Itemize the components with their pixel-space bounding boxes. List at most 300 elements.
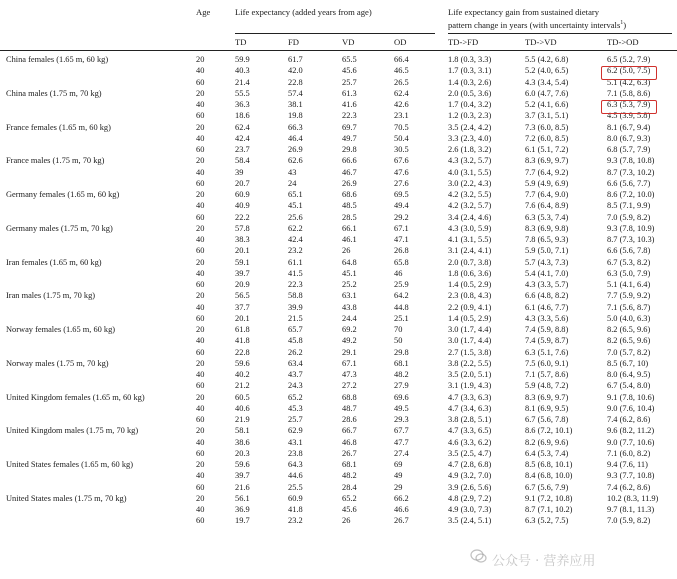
cell-td-od: 9.0 (7.6, 10.4) — [607, 403, 655, 413]
cell-vd: 45.6 — [342, 66, 357, 76]
cell-fd: 58.8 — [288, 291, 303, 301]
cell-vd: 65.2 — [342, 493, 357, 503]
cell-fd: 25.7 — [288, 415, 303, 424]
cell-od: 70 — [394, 325, 403, 334]
cell-od: 29.8 — [394, 347, 409, 357]
cell-fd: 45.1 — [288, 201, 303, 211]
cell-fd: 46.4 — [288, 133, 303, 143]
cell-vd: 64.8 — [342, 257, 357, 267]
cell-td-fd: 4.7 (3.4, 6.3) — [448, 403, 492, 413]
cell-age: 20 — [196, 392, 205, 402]
table-row — [0, 324, 677, 335]
cell-td-od: 9.3 (7.7, 10.8) — [607, 471, 655, 481]
highlight-box — [601, 66, 657, 80]
cell-vd: 29.1 — [342, 347, 357, 357]
cell-td-od: 8.5 (6.7, 10) — [607, 358, 649, 368]
cell-td: 56.1 — [235, 493, 250, 503]
cell-td-vd: 8.4 (6.8, 10.0) — [525, 471, 573, 481]
cell-td: 56.5 — [235, 291, 250, 301]
cell-td-vd: 7.7 (6.4, 9.0) — [525, 190, 569, 199]
cell-td: 40.3 — [235, 66, 250, 76]
table-row — [0, 313, 677, 324]
cell-td: 36.3 — [235, 100, 250, 109]
cell-age: 20 — [196, 460, 205, 469]
cell-td: 39 — [235, 167, 244, 177]
cell-od: 46.5 — [394, 66, 409, 76]
cell-td-vd: 7.1 (5.7, 8.6) — [525, 370, 569, 379]
cell-td-od: 5.1 (4.2, 6.3) — [607, 77, 651, 87]
cell-vd: 68.1 — [342, 460, 357, 469]
table-row — [0, 245, 677, 256]
cell-vd: 46.7 — [342, 167, 357, 177]
cell-td: 21.2 — [235, 381, 250, 391]
cell-vd: 45.6 — [342, 505, 357, 514]
cell-fd: 21.5 — [288, 313, 303, 323]
cell-od: 26.7 — [394, 516, 409, 526]
cell-fd: 57.4 — [288, 88, 303, 98]
cell-age: 60 — [196, 77, 205, 87]
cell-fd: 41.8 — [288, 505, 303, 514]
cell-od: 27.6 — [394, 178, 409, 188]
row-label: Iran males (1.75 m, 70 kg) — [6, 291, 96, 301]
cell-td-fd: 4.9 (3.0, 7.3) — [448, 505, 492, 514]
cell-od: 27.9 — [394, 381, 409, 391]
table-row — [0, 392, 677, 403]
cell-od: 66.4 — [394, 55, 409, 64]
cell-td-vd: 5.9 (5.0, 7.1) — [525, 246, 569, 256]
cell-fd: 61.1 — [288, 257, 303, 267]
cell-td-vd: 4.3 (3.3, 5.7) — [525, 280, 569, 289]
cell-td-vd: 6.7 (5.6, 7.8) — [525, 415, 569, 424]
cell-vd: 47.3 — [342, 370, 357, 379]
table-row — [0, 470, 677, 481]
cell-td-vd: 8.7 (7.1, 10.2) — [525, 505, 573, 514]
cell-td-od: 9.7 (8.1, 11.3) — [607, 505, 655, 514]
cell-vd: 65.5 — [342, 55, 357, 64]
cell-vd: 41.6 — [342, 100, 357, 109]
cell-td-vd: 7.5 (6.0, 9.1) — [525, 358, 569, 368]
cell-od: 42.6 — [394, 100, 409, 109]
cell-fd: 23.8 — [288, 448, 303, 458]
cell-fd: 42.4 — [288, 235, 303, 244]
cell-age: 60 — [196, 246, 205, 256]
cell-td: 21.6 — [235, 482, 250, 492]
table-row — [0, 448, 677, 459]
cell-td-od: 7.0 (5.9, 8.2) — [607, 516, 651, 526]
cell-fd: 65.7 — [288, 325, 303, 334]
cell-fd: 24.3 — [288, 381, 303, 391]
cell-td: 42.4 — [235, 133, 250, 143]
cell-td-od: 7.1 (5.8, 8.6) — [607, 88, 651, 98]
cell-td-fd: 4.2 (3.2, 5.5) — [448, 190, 492, 199]
cell-fd: 38.1 — [288, 100, 303, 109]
cell-vd: 68.6 — [342, 190, 357, 199]
cell-od: 47.7 — [394, 437, 409, 447]
cell-od: 67.6 — [394, 156, 409, 166]
cell-td-od: 7.4 (6.2, 8.6) — [607, 482, 651, 492]
cell-td-fd: 4.2 (3.2, 5.7) — [448, 201, 492, 211]
cell-od: 70.5 — [394, 122, 409, 132]
cell-td-od: 6.8 (5.7, 7.9) — [607, 145, 651, 154]
cell-td-vd: 4.3 (3.4, 5.4) — [525, 77, 569, 87]
cell-age: 40 — [196, 201, 205, 211]
cell-td-vd: 6.3 (5.2, 7.5) — [525, 516, 569, 526]
cell-vd: 26.9 — [342, 178, 357, 188]
cell-td-od: 7.0 (5.7, 8.2) — [607, 347, 651, 357]
cell-td-od: 6.7 (5.4, 8.0) — [607, 381, 651, 391]
cell-od: 25.9 — [394, 280, 409, 289]
col-td: TD — [235, 37, 247, 47]
cell-fd: 66.3 — [288, 122, 303, 132]
cell-vd: 61.3 — [342, 88, 357, 98]
cell-vd: 49.2 — [342, 336, 357, 346]
cell-td-od: 8.6 (7.2, 10.0) — [607, 190, 655, 199]
row-label: United States females (1.65 m, 60 kg) — [6, 460, 133, 469]
row-label: China males (1.75 m, 70 kg) — [6, 88, 102, 98]
cell-od: 46.6 — [394, 505, 409, 514]
cell-age: 60 — [196, 111, 205, 121]
cell-age: 20 — [196, 493, 205, 503]
cell-td-vd: 3.7 (3.1, 5.1) — [525, 111, 569, 121]
cell-vd: 69.2 — [342, 325, 357, 334]
cell-td-vd: 7.4 (5.9, 8.7) — [525, 336, 569, 346]
table-row — [0, 167, 677, 178]
cell-td-od: 8.2 (6.5, 9.6) — [607, 325, 651, 334]
table-row — [0, 358, 677, 369]
cell-td: 20.7 — [235, 178, 250, 188]
cell-od: 50.4 — [394, 133, 409, 143]
table-row — [0, 88, 677, 99]
cell-td: 58.1 — [235, 426, 250, 436]
cell-vd: 66.1 — [342, 223, 357, 233]
cell-od: 26.8 — [394, 246, 409, 256]
cell-td: 59.1 — [235, 257, 250, 267]
cell-td-od: 9.3 (7.8, 10.9) — [607, 223, 655, 233]
cell-td-fd: 4.6 (3.3, 6.2) — [448, 437, 492, 447]
cell-age: 20 — [196, 358, 205, 368]
cell-vd: 25.2 — [342, 280, 357, 289]
cell-td-vd: 6.0 (4.7, 7.6) — [525, 88, 569, 98]
col-td-fd: TD->FD — [448, 37, 479, 47]
cell-fd: 26.2 — [288, 347, 303, 357]
table-row — [0, 515, 677, 526]
cell-vd: 24.4 — [342, 313, 357, 323]
cell-fd: 39.9 — [288, 302, 303, 312]
cell-td-fd: 4.3 (3.0, 5.9) — [448, 223, 492, 233]
cell-td-vd: 6.7 (5.6, 7.9) — [525, 482, 569, 492]
cell-td-vd: 7.4 (5.9, 8.8) — [525, 325, 569, 334]
cell-vd: 26 — [342, 246, 351, 256]
cell-td-od: 8.5 (7.1, 9.9) — [607, 201, 651, 211]
cell-td-od: 8.1 (6.7, 9.4) — [607, 122, 651, 132]
cell-td-od: 7.1 (5.6, 8.7) — [607, 302, 651, 312]
cell-age: 20 — [196, 257, 205, 267]
row-label: France females (1.65 m, 60 kg) — [6, 122, 111, 132]
cell-td: 59.9 — [235, 55, 250, 64]
cell-td-vd: 6.3 (5.1, 7.6) — [525, 347, 569, 357]
cell-age: 60 — [196, 212, 205, 222]
cell-td-vd: 8.6 (7.2, 10.1) — [525, 426, 573, 436]
table-row — [0, 155, 677, 166]
cell-td-od: 7.4 (6.2, 8.6) — [607, 415, 651, 424]
cell-fd: 64.3 — [288, 460, 303, 469]
cell-age: 40 — [196, 302, 205, 312]
cell-fd: 43.1 — [288, 437, 303, 447]
cell-age: 60 — [196, 448, 205, 458]
cell-td-vd: 4.3 (3.3, 5.6) — [525, 313, 569, 323]
cell-age: 40 — [196, 100, 205, 109]
cell-od: 67.1 — [394, 223, 409, 233]
cell-vd: 48.7 — [342, 403, 357, 413]
cell-fd: 25.6 — [288, 212, 303, 222]
cell-td-fd: 3.1 (1.9, 4.3) — [448, 381, 492, 391]
cell-vd: 27.2 — [342, 381, 357, 391]
cell-age: 40 — [196, 403, 205, 413]
table-row — [0, 189, 677, 200]
table-row — [0, 223, 677, 234]
row-label: China females (1.65 m, 60 kg) — [6, 55, 109, 64]
cell-td-vd: 5.2 (4.0, 6.5) — [525, 66, 569, 76]
cell-td: 57.8 — [235, 223, 250, 233]
table-row — [0, 369, 677, 380]
cell-td-vd: 8.2 (6.9, 9.6) — [525, 437, 569, 447]
cell-fd: 43.7 — [288, 370, 303, 379]
cell-td-fd: 3.0 (2.2, 4.3) — [448, 178, 492, 188]
cell-td-fd: 1.2 (0.3, 2.3) — [448, 111, 492, 121]
cell-td-od: 9.6 (8.2, 11.2) — [607, 426, 655, 436]
cell-vd: 66.6 — [342, 156, 357, 166]
header-rule — [0, 50, 677, 51]
cell-vd: 69.7 — [342, 122, 357, 132]
cell-od: 49.4 — [394, 201, 409, 211]
cell-vd: 46.8 — [342, 437, 357, 447]
table-row — [0, 403, 677, 414]
row-label: Iran females (1.65 m, 60 kg) — [6, 257, 102, 267]
col-td-od: TD->OD — [607, 37, 639, 47]
cell-vd: 66.7 — [342, 426, 357, 436]
cell-vd: 28.5 — [342, 212, 357, 222]
cell-td-od: 9.0 (7.7, 10.6) — [607, 437, 655, 447]
cell-vd: 26 — [342, 516, 351, 526]
cell-age: 60 — [196, 347, 205, 357]
cell-td-fd: 1.7 (0.3, 3.1) — [448, 66, 492, 76]
cell-td: 37.7 — [235, 302, 250, 312]
cell-age: 40 — [196, 505, 205, 514]
cell-vd: 43.8 — [342, 302, 357, 312]
cell-od: 23.1 — [394, 111, 409, 121]
cell-td-fd: 1.8 (0.3, 3.3) — [448, 55, 492, 64]
cell-age: 20 — [196, 223, 205, 233]
cell-td: 36.9 — [235, 505, 250, 514]
table-row — [0, 99, 677, 110]
header-life-expectancy: Life expectancy (added years from age) — [235, 7, 372, 17]
cell-fd: 62.2 — [288, 223, 303, 233]
cell-fd: 22.3 — [288, 280, 303, 289]
cell-td: 59.6 — [235, 460, 250, 469]
cell-td-fd: 2.0 (0.5, 3.6) — [448, 88, 492, 98]
cell-od: 69.6 — [394, 392, 409, 402]
cell-fd: 61.7 — [288, 55, 303, 64]
cell-td-od: 6.6 (5.6, 7.7) — [607, 178, 651, 188]
cell-vd: 63.1 — [342, 291, 357, 301]
cell-vd: 45.1 — [342, 268, 357, 278]
cell-td-vd: 8.3 (6.9, 9.7) — [525, 156, 569, 166]
cell-age: 60 — [196, 313, 205, 323]
cell-age: 60 — [196, 280, 205, 289]
cell-td-fd: 1.4 (0.3, 2.6) — [448, 77, 492, 87]
cell-td-fd: 2.6 (1.8, 3.2) — [448, 145, 492, 154]
cell-age: 40 — [196, 370, 205, 379]
col-td-vd: TD->VD — [525, 37, 557, 47]
table-row — [0, 200, 677, 211]
table-row — [0, 493, 677, 504]
cell-od: 29.2 — [394, 212, 409, 222]
cell-td: 41.8 — [235, 336, 250, 346]
row-label: United States males (1.75 m, 70 kg) — [6, 493, 127, 503]
table-row — [0, 234, 677, 245]
cell-td-fd: 4.1 (3.1, 5.5) — [448, 235, 492, 244]
cell-age: 60 — [196, 381, 205, 391]
cell-td-od: 9.3 (7.8, 10.8) — [607, 156, 655, 166]
cell-td: 21.9 — [235, 415, 250, 424]
cell-od: 66.2 — [394, 493, 409, 503]
cell-td-fd: 3.3 (2.3, 4.0) — [448, 133, 492, 143]
cell-age: 20 — [196, 190, 205, 199]
cell-td-od: 7.7 (5.9, 9.2) — [607, 291, 651, 301]
cell-td-fd: 4.0 (3.1, 5.5) — [448, 167, 492, 177]
cell-td-fd: 4.8 (2.9, 7.2) — [448, 493, 492, 503]
cell-od: 26.5 — [394, 77, 409, 87]
row-label: Norway males (1.75 m, 70 kg) — [6, 358, 109, 368]
cell-td-vd: 6.3 (5.3, 7.4) — [525, 212, 569, 222]
cell-fd: 23.2 — [288, 516, 303, 526]
cell-td-fd: 1.7 (0.4, 3.2) — [448, 100, 492, 109]
cell-td: 19.7 — [235, 516, 250, 526]
cell-age: 60 — [196, 145, 205, 154]
cell-td-od: 8.7 (7.3, 10.2) — [607, 167, 655, 177]
cell-vd: 46.1 — [342, 235, 357, 244]
cell-td-vd: 8.5 (6.8, 10.1) — [525, 460, 573, 469]
cell-od: 30.5 — [394, 145, 409, 154]
cell-td-vd: 7.2 (6.0, 8.5) — [525, 133, 569, 143]
cell-td-vd: 7.6 (6.4, 8.9) — [525, 201, 569, 211]
cell-td-vd: 6.6 (4.8, 8.2) — [525, 291, 569, 301]
cell-td-od: 5.0 (4.0, 6.3) — [607, 313, 651, 323]
cell-td-fd: 1.4 (0.5, 2.9) — [448, 313, 492, 323]
cell-fd: 41.5 — [288, 268, 303, 278]
cell-td-fd: 2.3 (0.8, 4.3) — [448, 291, 492, 301]
cell-td-fd: 1.4 (0.5, 2.9) — [448, 280, 492, 289]
header-gain-line1: Life expectancy gain from sustained dietary — [448, 7, 600, 17]
cell-td-od: 6.6 (5.6, 7.8) — [607, 246, 651, 256]
table-row — [0, 335, 677, 346]
cell-td-od: 8.2 (6.5, 9.6) — [607, 336, 651, 346]
cell-fd: 43 — [288, 167, 297, 177]
cell-td-vd: 5.9 (4.8, 7.2) — [525, 381, 569, 391]
table-row — [0, 268, 677, 279]
cell-td-vd: 7.7 (6.4, 9.2) — [525, 167, 569, 177]
cell-od: 69 — [394, 460, 403, 469]
le-group-rule — [235, 33, 435, 34]
table-row — [0, 302, 677, 313]
cell-td: 39.7 — [235, 268, 250, 278]
cell-age: 20 — [196, 122, 205, 132]
row-label: United Kingdom females (1.65 m, 60 kg) — [6, 392, 145, 402]
cell-td-vd: 6.1 (5.1, 7.2) — [525, 145, 569, 154]
cell-od: 29 — [394, 482, 403, 492]
cell-td: 22.8 — [235, 347, 250, 357]
cell-vd: 29.8 — [342, 145, 357, 154]
cell-td-vd: 7.8 (6.5, 9.3) — [525, 235, 569, 244]
cell-fd: 23.2 — [288, 246, 303, 256]
cell-td: 59.6 — [235, 358, 250, 368]
cell-fd: 62.6 — [288, 156, 303, 166]
table-row — [0, 122, 677, 133]
cell-td-fd: 3.1 (2.4, 4.1) — [448, 246, 492, 256]
cell-od: 48.2 — [394, 370, 409, 379]
cell-td-vd: 8.3 (6.9, 9.7) — [525, 392, 569, 402]
cell-vd: 28.6 — [342, 415, 357, 424]
cell-td: 22.2 — [235, 212, 250, 222]
cell-age: 20 — [196, 325, 205, 334]
cell-td-fd: 3.0 (1.7, 4.4) — [448, 325, 492, 334]
cell-td-od: 10.2 (8.3, 11.9) — [607, 493, 659, 503]
cell-fd: 19.8 — [288, 111, 303, 121]
cell-td-od: 9.1 (7.8, 10.6) — [607, 392, 655, 402]
cell-fd: 60.9 — [288, 493, 303, 503]
cell-age: 40 — [196, 167, 205, 177]
cell-td: 61.8 — [235, 325, 250, 334]
cell-td-od: 6.3 (5.0, 7.9) — [607, 268, 651, 278]
cell-fd: 26.9 — [288, 145, 303, 154]
cell-td: 20.1 — [235, 246, 250, 256]
highlight-box — [601, 100, 657, 114]
cell-td-fd: 3.9 (2.6, 5.6) — [448, 482, 492, 492]
cell-fd: 65.2 — [288, 392, 303, 402]
cell-age: 40 — [196, 268, 205, 278]
cell-td-fd: 4.7 (3.3, 6.5) — [448, 426, 492, 436]
table-row — [0, 459, 677, 470]
cell-od: 69.5 — [394, 190, 409, 199]
cell-td: 38.3 — [235, 235, 250, 244]
cell-td-fd: 4.7 (2.8, 6.8) — [448, 460, 492, 469]
col-vd: VD — [342, 37, 355, 47]
cell-age: 20 — [196, 55, 205, 64]
cell-od: 44.8 — [394, 302, 409, 312]
cell-td-fd: 3.8 (2.2, 5.5) — [448, 358, 492, 368]
cell-age: 60 — [196, 516, 205, 526]
cell-td-fd: 2.7 (1.5, 3.8) — [448, 347, 492, 357]
gain-group-rule — [448, 33, 672, 34]
cell-td-vd: 5.5 (4.2, 6.8) — [525, 55, 569, 64]
cell-td-fd: 2.2 (0.9, 4.1) — [448, 302, 492, 312]
cell-td-od: 6.5 (5.2, 7.9) — [607, 55, 651, 64]
cell-td: 21.4 — [235, 77, 250, 87]
cell-td: 23.7 — [235, 145, 250, 154]
cell-td: 58.4 — [235, 156, 250, 166]
cell-td-vd: 5.9 (4.9, 6.9) — [525, 178, 569, 188]
cell-fd: 25.5 — [288, 482, 303, 492]
cell-fd: 45.8 — [288, 336, 303, 346]
cell-td: 60.5 — [235, 392, 250, 402]
table-row — [0, 290, 677, 301]
cell-fd: 24 — [288, 178, 297, 188]
cell-td-fd: 2.0 (0.7, 3.8) — [448, 257, 492, 267]
cell-od: 46 — [394, 268, 403, 278]
cell-td-od: 7.0 (5.9, 8.2) — [607, 212, 651, 222]
cell-age: 40 — [196, 471, 205, 481]
table-row — [0, 380, 677, 391]
